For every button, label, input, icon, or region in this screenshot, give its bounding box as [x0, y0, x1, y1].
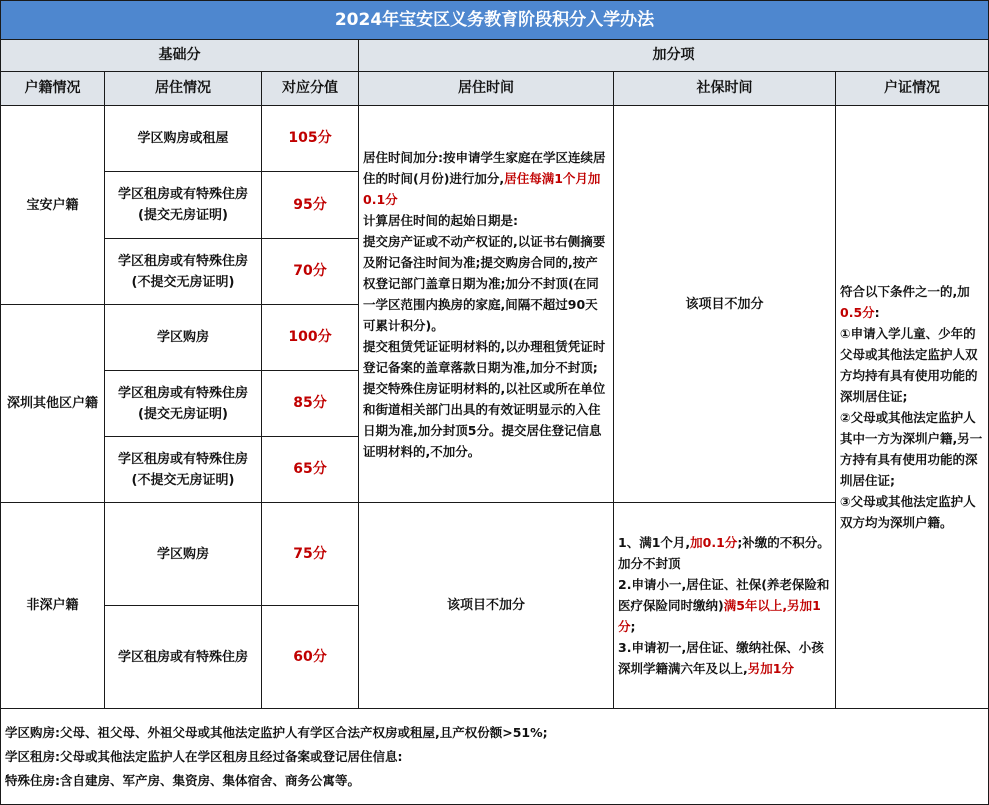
residence-no-points: 该项目不加分	[359, 503, 614, 709]
social-security-rules-text	[618, 532, 831, 679]
hukou-non-shenzhen: 非深户籍	[0, 503, 105, 709]
housing-cell: 学区租房或有特殊住房(提交无房证明)	[105, 371, 262, 437]
social-rule-3-highlight: 另加1分	[747, 661, 794, 676]
housing-cell: 学区租房或有特殊住房(不提交无房证明)	[105, 239, 262, 305]
permit-intro-end: :	[874, 305, 880, 320]
permit-condition-2: ②父母或其他法定监护人其中一方为深圳户籍,另一方持有具有使用功能的深圳居住证;	[840, 410, 983, 488]
footnote-school-district-purchase: 学区购房:父母、祖父母、外祖父母或其他法定监护人有学区合法产权房或租屋,且产权份额>51%;	[5, 724, 548, 740]
social-security-no-points: 该项目不加分	[614, 106, 836, 503]
permit-condition-1: ①申请入学儿童、少年的父母或其他法定监护人双方均持有具有使用功能的深圳居住证;	[840, 326, 978, 404]
residence-time-rules	[359, 106, 614, 503]
housing-cell: 学区租房或有特殊住房(提交无房证明)	[105, 172, 262, 239]
header-permit: 户证情况	[836, 72, 989, 106]
header-social-security-time: 社保时间	[614, 72, 836, 106]
residence-rule-highlight: 居住每满1个月加0.1分	[363, 170, 601, 207]
footnotes	[0, 709, 989, 805]
housing-cell: 学区购房	[105, 305, 262, 371]
housing-cell: 学区租房或有特殊住房(不提交无房证明)	[105, 437, 262, 503]
header-housing: 居住情况	[105, 72, 262, 106]
residence-rule-rental: 提交租赁凭证证明材料的,以办理租赁凭证时登记备案的盖章落款日期为准,加分不封顶;提交特殊住房证明材料的,以社区或所在单位和街道相关部门出具的有效证明显示的入住日期为准,加分封顶5分。提交居住登记信息证明材料的,不加分。	[363, 338, 606, 459]
social-rule-2: 2.申请小一,居住证、社保(养老保险和医疗保险同时缴纳)	[618, 577, 830, 613]
permit-conditions-text	[840, 281, 984, 533]
hukou-baoan: 宝安户籍	[0, 106, 105, 305]
permit-conditions	[836, 106, 989, 709]
social-security-rules	[614, 503, 836, 709]
header-hukou: 户籍情况	[0, 72, 105, 106]
housing-cell: 学区购房或租屋	[105, 106, 262, 172]
residence-rules-text	[363, 147, 609, 462]
permit-intro: 符合以下条件之一的,加	[840, 284, 970, 299]
header-residence-time: 居住时间	[359, 72, 614, 106]
social-rule-1-note: ;补缴的不积分。加分不封顶	[618, 535, 830, 571]
points-cell: 85分	[262, 371, 359, 437]
social-rule-2-highlight: 满5年以上,另加1分	[618, 598, 821, 634]
social-rule-1: 1、满1个月,	[618, 535, 691, 550]
points-cell: 95分	[262, 172, 359, 239]
points-cell: 60分	[262, 606, 359, 709]
points-cell: 65分	[262, 437, 359, 503]
header-points: 对应分值	[262, 72, 359, 106]
points-cell: 105分	[262, 106, 359, 172]
hukou-other-shenzhen: 深圳其他区户籍	[0, 305, 105, 503]
points-cell: 70分	[262, 239, 359, 305]
housing-cell: 学区租房或有特殊住房	[105, 606, 262, 709]
social-rule-2-end: ;	[630, 619, 636, 634]
header-base-score: 基础分	[0, 40, 359, 72]
points-cell: 75分	[262, 503, 359, 606]
residence-rule-intro: 居住时间加分:按申请学生家庭在学区连续居住的时间(月份)进行加分,	[363, 149, 606, 186]
footnote-special-housing: 特殊住房:含自建房、军产房、集资房、集体宿舍、商务公寓等。	[5, 772, 361, 788]
housing-cell: 学区购房	[105, 503, 262, 606]
permit-bonus: 0.5分	[840, 305, 875, 320]
header-bonus-items: 加分项	[359, 40, 989, 72]
footnote-school-district-rental: 学区租房:父母或其他法定监护人在学区租房且经过备案或登记居住信息:	[5, 748, 403, 764]
social-rule-1-highlight: 加0.1分	[690, 535, 738, 550]
permit-condition-3: ③父母或其他法定监护人双方均为深圳户籍。	[840, 494, 976, 530]
table-title: 2024年宝安区义务教育阶段积分入学办法	[0, 0, 989, 40]
residence-rule-start-date: 计算居住时间的起始日期是:	[363, 212, 518, 228]
residence-rule-property: 提交房产证或不动产权证的,以证书右侧摘要及附记备注时间为准;提交购房合同的,按产权登记部门盖章日期为准;加分不封顶(在同一学区范围内换房的家庭,间隔不超过90天可累计积分)。	[363, 233, 606, 333]
social-rule-3: 3.申请初一,居住证、缴纳社保、小孩深圳学籍满六年及以上,	[618, 640, 824, 676]
points-cell: 100分	[262, 305, 359, 371]
